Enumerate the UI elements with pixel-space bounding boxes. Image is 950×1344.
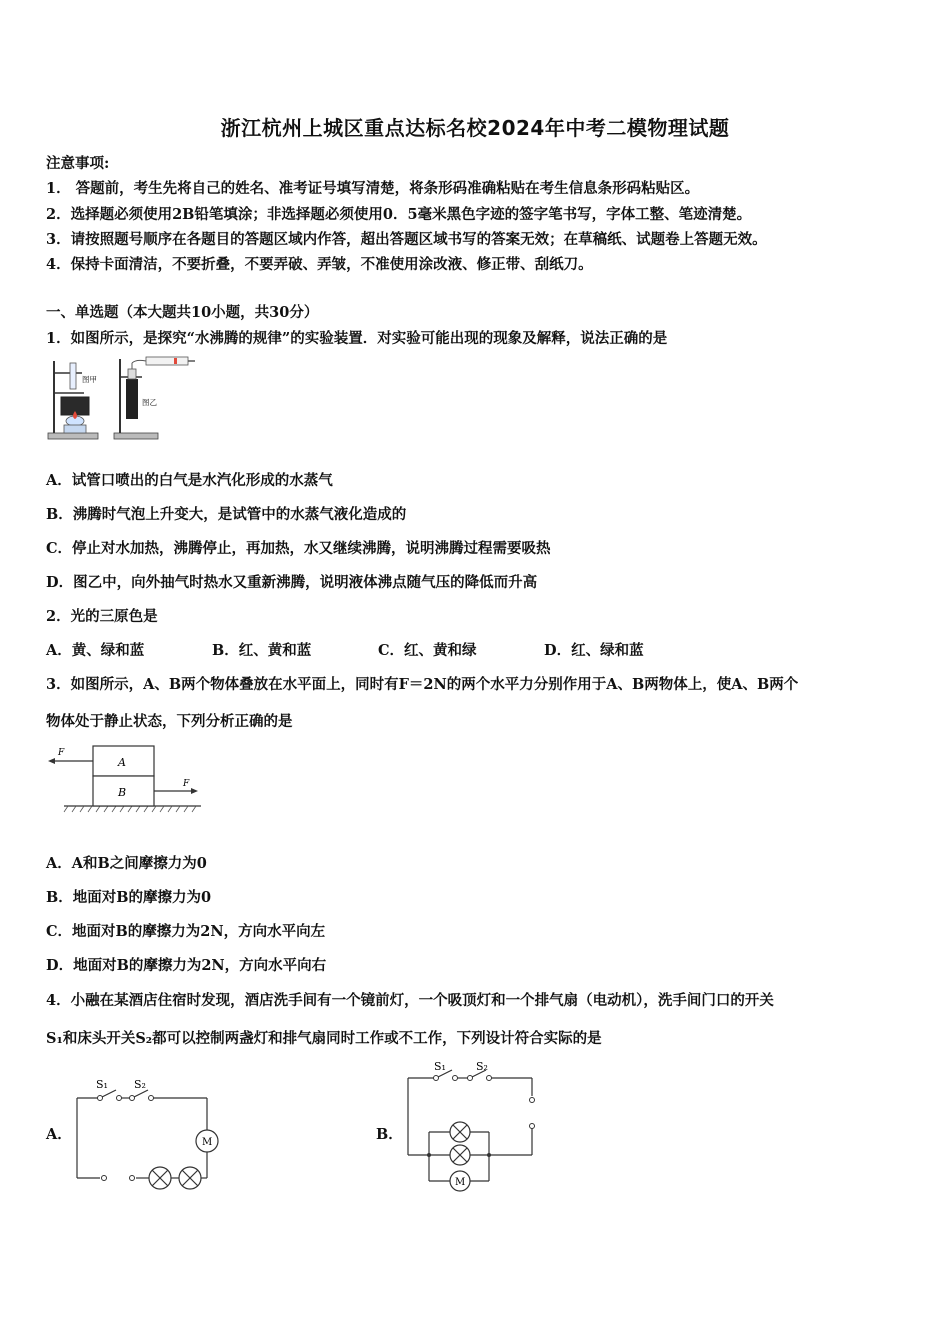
q4-option-a-label: A． [46,1126,72,1143]
block-a-label: A [118,756,126,769]
b-switch2-label: S₂ [476,1060,488,1073]
q1-stem: 1．如图所示，是探究“水沸腾的规律”的实验装置．对实验可能出现的现象及解释，说法正确的是 [46,330,668,347]
notice-heading: 注意事项: [46,155,110,172]
q2-options [46,639,644,660]
q1-option-b: B．沸腾时气泡上升变大，是试管中的水蒸气液化造成的 [46,506,407,523]
block-b-label: B [118,786,127,799]
q3-option-c: C．地面对B的摩擦力为2N，方向水平向左 [46,923,326,940]
q1-option-d: D．图乙中，向外抽气时热水又重新沸腾，说明液体沸点随气压的降低而升高 [46,574,538,591]
q3-figure [46,740,206,818]
notice-item-1: 1． 答题前，考生先将自己的姓名、准考证号填写清楚，将条形码准确粘贴在考生信息条形码粘贴区。 [46,180,700,197]
q2-option-c: C．红、黄和绿 [378,642,477,659]
q2-stem: 2．光的三原色是 [46,608,158,625]
q3-option-a: A．A和B之间摩擦力为0 [46,855,207,872]
q4-stem-line-2: S₁和床头开关S₂都可以控制两盏灯和排气扇同时工作或不工作，下列设计符合实际的是 [46,1030,602,1047]
fig-b-label: 图乙 [142,398,157,407]
page-title: 浙江杭州上城区重点达标名校2024年中考二模物理试题 [220,116,730,140]
section-heading: 一、单选题（本大题共10小题，共30分） [46,304,319,321]
a-switch2-label: S₂ [134,1078,146,1091]
q2-option-a: A．黄、绿和蓝 [46,642,145,659]
q2-option-d: D．红、绿和蓝 [544,642,644,659]
left-force-label: F [58,748,65,758]
q1-option-a: A．试管口喷出的白气是水汽化形成的水蒸气 [46,472,333,489]
notice-item-2: 2．选择题必须使用2B铅笔填涂；非选择题必须使用0．5毫米黑色字迹的签字笔书写，字体工整、笔迹清楚。 [46,206,752,223]
notice-item-3: 3．请按照题号顺序在各题目的答题区域内作答，超出答题区域书写的答案无效；在草稿纸、试题卷上答题无效。 [46,231,767,248]
a-motor-label: M [202,1137,213,1148]
q3-option-b: B．地面对B的摩擦力为0 [46,889,212,906]
q3-stem-line-2: 物体处于静止状态，下列分析正确的是 [46,713,293,730]
q4-option-b-label: B． [376,1126,403,1143]
q4-circuit-b [400,1058,550,1198]
q3-stem-line-1: 3．如图所示，A、B两个物体叠放在水平面上，同时有F＝2N的两个水平力分别作用于A、B两物体上，使A、B两个 [46,676,799,693]
fig-a-label: 图甲 [82,375,97,384]
b-motor-label: M [455,1177,466,1188]
q1-option-c: C．停止对水加热，沸腾停止，再加热，水又继续沸腾，说明沸腾过程需要吸热 [46,540,551,557]
b-switch1-label: S₁ [434,1060,446,1073]
q4-circuit-a [70,1072,220,1192]
q2-option-b: B．红、黄和蓝 [212,642,312,659]
right-force-label: F [183,779,190,789]
q4-stem-line-1: 4．小融在某酒店住宿时发现，酒店洗手间有一个镜前灯，一个吸顶灯和一个排气扇（电动机），洗手间门口的开关 [46,992,774,1009]
a-switch1-label: S₁ [96,1078,108,1091]
q1-figure [46,355,196,445]
q3-option-d: D．地面对B的摩擦力为2N，方向水平向右 [46,957,327,974]
notice-item-4: 4．保持卡面清洁，不要折叠，不要弄破、弄皱，不准使用涂改液、修正带、刮纸刀。 [46,256,593,273]
